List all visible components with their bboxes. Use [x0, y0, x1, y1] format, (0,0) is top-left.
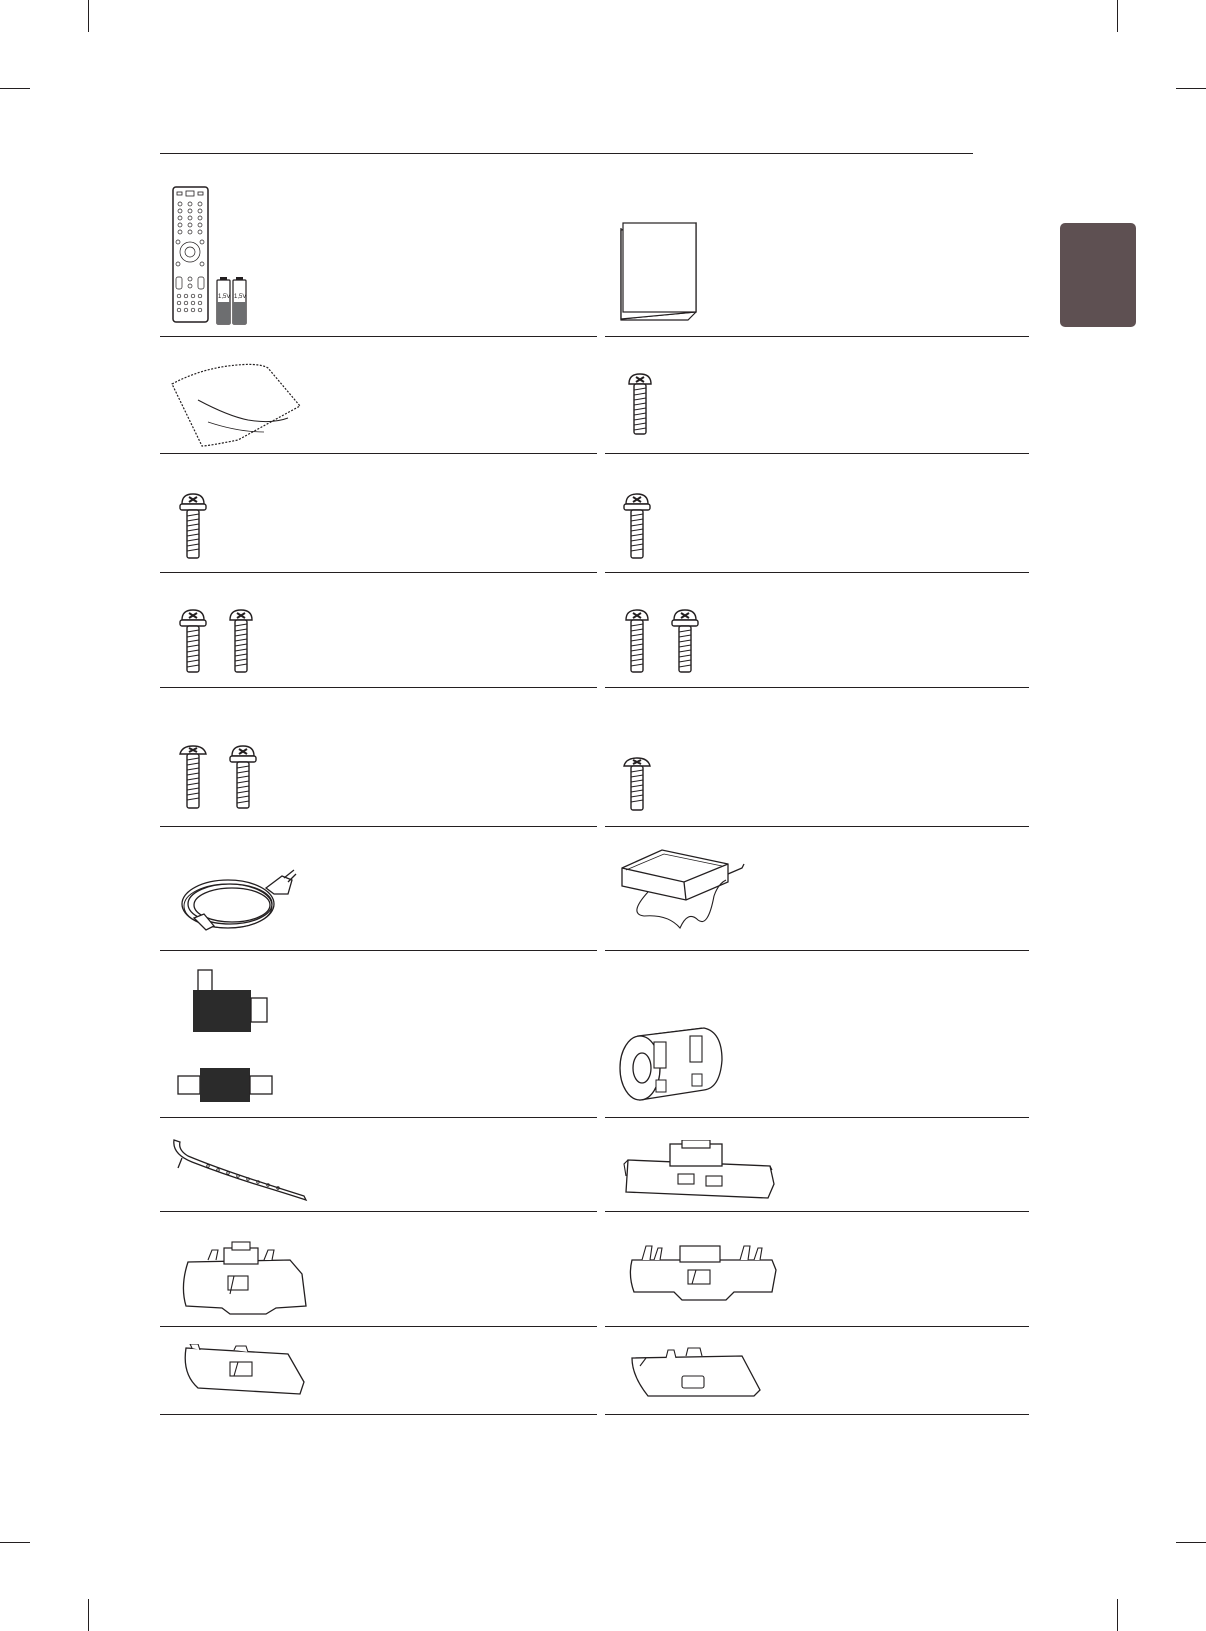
screw-icon — [178, 492, 208, 560]
row-divider — [605, 1117, 1029, 1118]
crop-mark — [1176, 88, 1206, 89]
remote-control-with-batteries-icon — [170, 184, 260, 326]
screws-pair-icon — [624, 608, 708, 674]
row-divider — [160, 572, 597, 573]
battery-label: 1,5V — [234, 294, 247, 300]
section-tab — [1060, 223, 1136, 327]
row-divider — [160, 453, 597, 454]
row-divider — [605, 572, 1029, 573]
row-divider — [160, 336, 597, 337]
screws-pair-icon — [178, 608, 262, 674]
cleaning-cloth-icon — [168, 360, 304, 448]
cable-holder-icon — [622, 1140, 776, 1202]
row-divider — [160, 826, 597, 827]
cable-holder-icon — [628, 1240, 778, 1304]
battery-label: 1,5V — [218, 294, 231, 300]
crop-mark — [1117, 1599, 1118, 1631]
crop-mark — [1117, 0, 1118, 32]
screw-icon — [627, 372, 653, 436]
cable-tie-icon — [168, 1136, 308, 1204]
row-divider — [160, 950, 597, 951]
row-divider — [605, 687, 1029, 688]
row-divider — [160, 1414, 597, 1415]
crop-mark — [88, 1599, 89, 1631]
cable-holder-icon — [178, 1240, 308, 1316]
row-divider — [160, 1211, 597, 1212]
row-divider — [160, 1117, 597, 1118]
crop-mark — [0, 88, 30, 89]
row-divider — [605, 950, 1029, 951]
ac-dc-adapter-icon — [618, 840, 748, 932]
power-cord-icon — [178, 864, 298, 934]
owners-manual-icon — [618, 220, 700, 322]
row-divider — [605, 453, 1029, 454]
row-divider — [605, 826, 1029, 827]
row-divider — [160, 687, 597, 688]
crop-mark — [1176, 1542, 1206, 1543]
row-divider — [605, 336, 1029, 337]
row-divider — [160, 1326, 597, 1327]
antenna-adapters-icon — [176, 968, 286, 1106]
crop-mark — [88, 0, 89, 32]
cable-holder-icon — [178, 1344, 308, 1400]
screws-pair-icon — [178, 744, 262, 810]
screw-icon — [622, 492, 652, 560]
ferrite-core-icon — [618, 1024, 724, 1106]
screw-icon — [622, 756, 652, 812]
row-divider — [605, 1326, 1029, 1327]
row-divider — [605, 1414, 1029, 1415]
crop-mark — [0, 1542, 30, 1543]
row-divider — [605, 1211, 1029, 1212]
cable-holder-icon — [626, 1346, 762, 1402]
header-rule — [160, 153, 973, 154]
